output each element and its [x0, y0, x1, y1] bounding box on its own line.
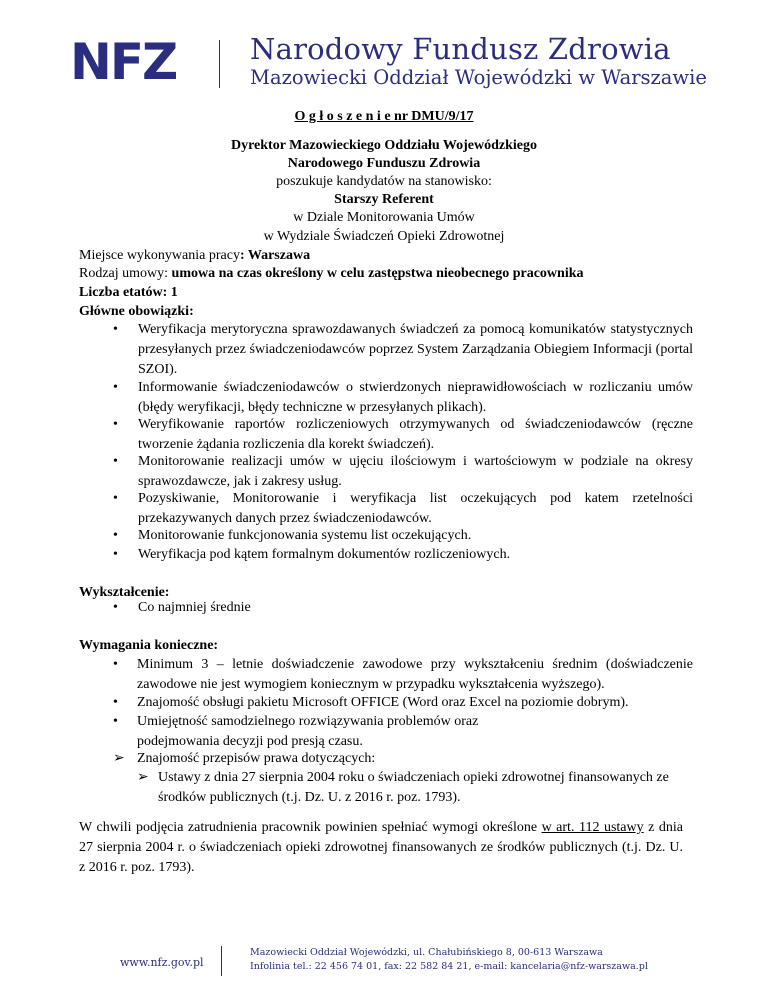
document-page: NFZ Narodowy Fundusz Zdrowia Mazowiecki Oddział Wojewódzki w Warszawie O g ł o s z e n i e nr DMU/9/17 Dyrektor Mazowieckiego Oddziału Wojewódzkiego Narodowego Funduszu Zdrowia poszukuje kandydatów na stanowisko: Starszy Referent w Dziale Monitorowania Umów w Wydziale Świadczeń Opieki Zdrowotnej Miejsce wykonywania pracy: Warszawa Rodzaj umowy: umowa na czas określony w celu zastępstwa nieobecnego pracownika Liczba etatów: 1 Główne obowiązki: • Weryfikacja merytoryczna sprawozdawanych świadczeń za pomocą komunikatów statystycznych przesyłanych przez świadczeniodawców poprzez System Zarządzania Obiegiem Informacji (portal SZOI). • Informowanie świadczeniodawców o stwierdzonych nieprawidłowościach w rozliczaniu umów (błędy weryfikacji, błędy techniczne w przesyłanych plikach). • Weryfikowanie raportów rozliczeniowych otrzymywanych od świadczeniodawców (ręczne tworzenie żądania rozliczenia dla korekt świadczeń). • Monitorowanie realizacji umów w ujęciu ilościowym i wartościowym w podziale na okresy sprawozdawcze, jak i zakresy usług. • Pozyskiwanie, Monitorowanie i weryfikacja list oczekujących pod katem rzetelności przekazywanych danych przez świadczeniodawców. • Monitorowanie funkcjonowania systemu list oczekujących. • Weryfikacja pod kątem formalnym dokumentów rozliczeniowych. Wykształcenie: • Co najmniej średnie Wymagania konieczne: • Minimum 3 – letnie doświadczenie zawodowe przy wykształceniu średnim (doświadczenie zawodowe nie jest wymogiem koniecznym w przypadku wykształcenia wyższego). • Znajomość obsługi pakietu Microsoft OFFICE (Word oraz Excel na poziomie dobrym). • Umiejętność samodzielnego rozwiązywania problemów oraz podejmowania decyzji pod presją czasu. ➢ Znajomość przepisów prawa dotyczących: ➢ Ustawy z dnia 27 sierpnia 2004 roku o świadczeniach opieki zdrowotnej finansowanych ze środków publicznych (t.j. Dz. U. z 2016 r. poz. 1793). W chwili podjęcia zatrudnienia pracownik powinien spełniać wymogi określone w art. 112 ustawy z dnia 27 sierpnia 2004 r. o świadczeniach opieki zdrowotnej finansowanych ze środków publicznych (t.j. Dz. U. z 2016 r. poz. 1793). www.nfz.gov.pl Mazowiecki Oddział Wojewódzki, ul. Chałubińskiego 8, 00-613 Warszawa Infolinia tel.: 22 456 74 01, fax: 22 582 84 21, e-mail: kancelaria@nfz-warszawa.pl	[0, 0, 768, 994]
footer-address: Mazowiecki Oddział Wojewódzki, ul. Chałubińskiego 8, 00-613 Warszawa Infolinia tel.: 22 456 74 01, fax: 22 582 84 21, e-mail: kancelaria@nfz-warszawa.pl	[250, 947, 648, 972]
header-divider	[219, 40, 220, 88]
branch-name: Mazowiecki Oddział Wojewódzki w Warszawie	[250, 66, 707, 89]
work-place	[79, 247, 310, 265]
education-heading: Wykształcenie:	[79, 585, 170, 600]
position-title: Starszy Referent	[334, 192, 434, 207]
notice-line-1: Dyrektor Mazowieckiego Oddziału Wojewódzkiego	[230, 138, 538, 153]
contract-type	[79, 265, 584, 283]
notice-title: O g ł o s z e n i e nr DMU/9/17	[294, 109, 474, 124]
closing-paragraph: W chwili podjęcia zatrudnienia pracownik powinien spełniać wymogi określone w art. 112 ustawy z dnia 27 sierpnia 2004 r. o świadczeniach opieki zdrowotnej finansowanych ze środków publicznych (t.j. Dz. U. z 2016 r. poz. 1793).	[79, 820, 683, 875]
requirements-heading: Wymagania konieczne:	[79, 638, 219, 653]
letterhead	[70, 32, 720, 94]
notice-line-2: Narodowego Funduszu Zdrowia	[287, 156, 481, 171]
department-line-1: w Dziale Monitorowania Umów	[293, 210, 475, 225]
nfz-logo: NFZ	[70, 33, 177, 91]
contract-label: Rodzaj umowy:	[79, 266, 172, 281]
notice-line-3: poszukuje kandydatów na stanowisko:	[276, 174, 492, 189]
org-name: Narodowy Fundusz Zdrowia	[250, 32, 671, 66]
law-reference-link[interactable]: w art. 112 ustawy	[541, 820, 644, 835]
work-place-label: Miejsce wykonywania pracy	[79, 248, 240, 263]
work-place-value: : Warszawa	[239, 248, 311, 263]
contract-value: umowa na czas określony w celu zastępstwa nieobecnego pracownika	[171, 266, 584, 281]
department-line-2: w Wydziale Świadczeń Opieki Zdrowotnej	[263, 229, 505, 244]
footer-divider	[221, 946, 222, 976]
duties-heading: Główne obowiązki:	[79, 304, 194, 319]
footer-contact: Infolinia tel.: 22 456 74 01, fax: 22 582 84 21, e-mail: kancelaria@nfz-warszawa.pl	[250, 961, 648, 972]
fte-count: Liczba etatów: 1	[79, 285, 178, 300]
website-link[interactable]: www.nfz.gov.pl	[120, 956, 204, 969]
